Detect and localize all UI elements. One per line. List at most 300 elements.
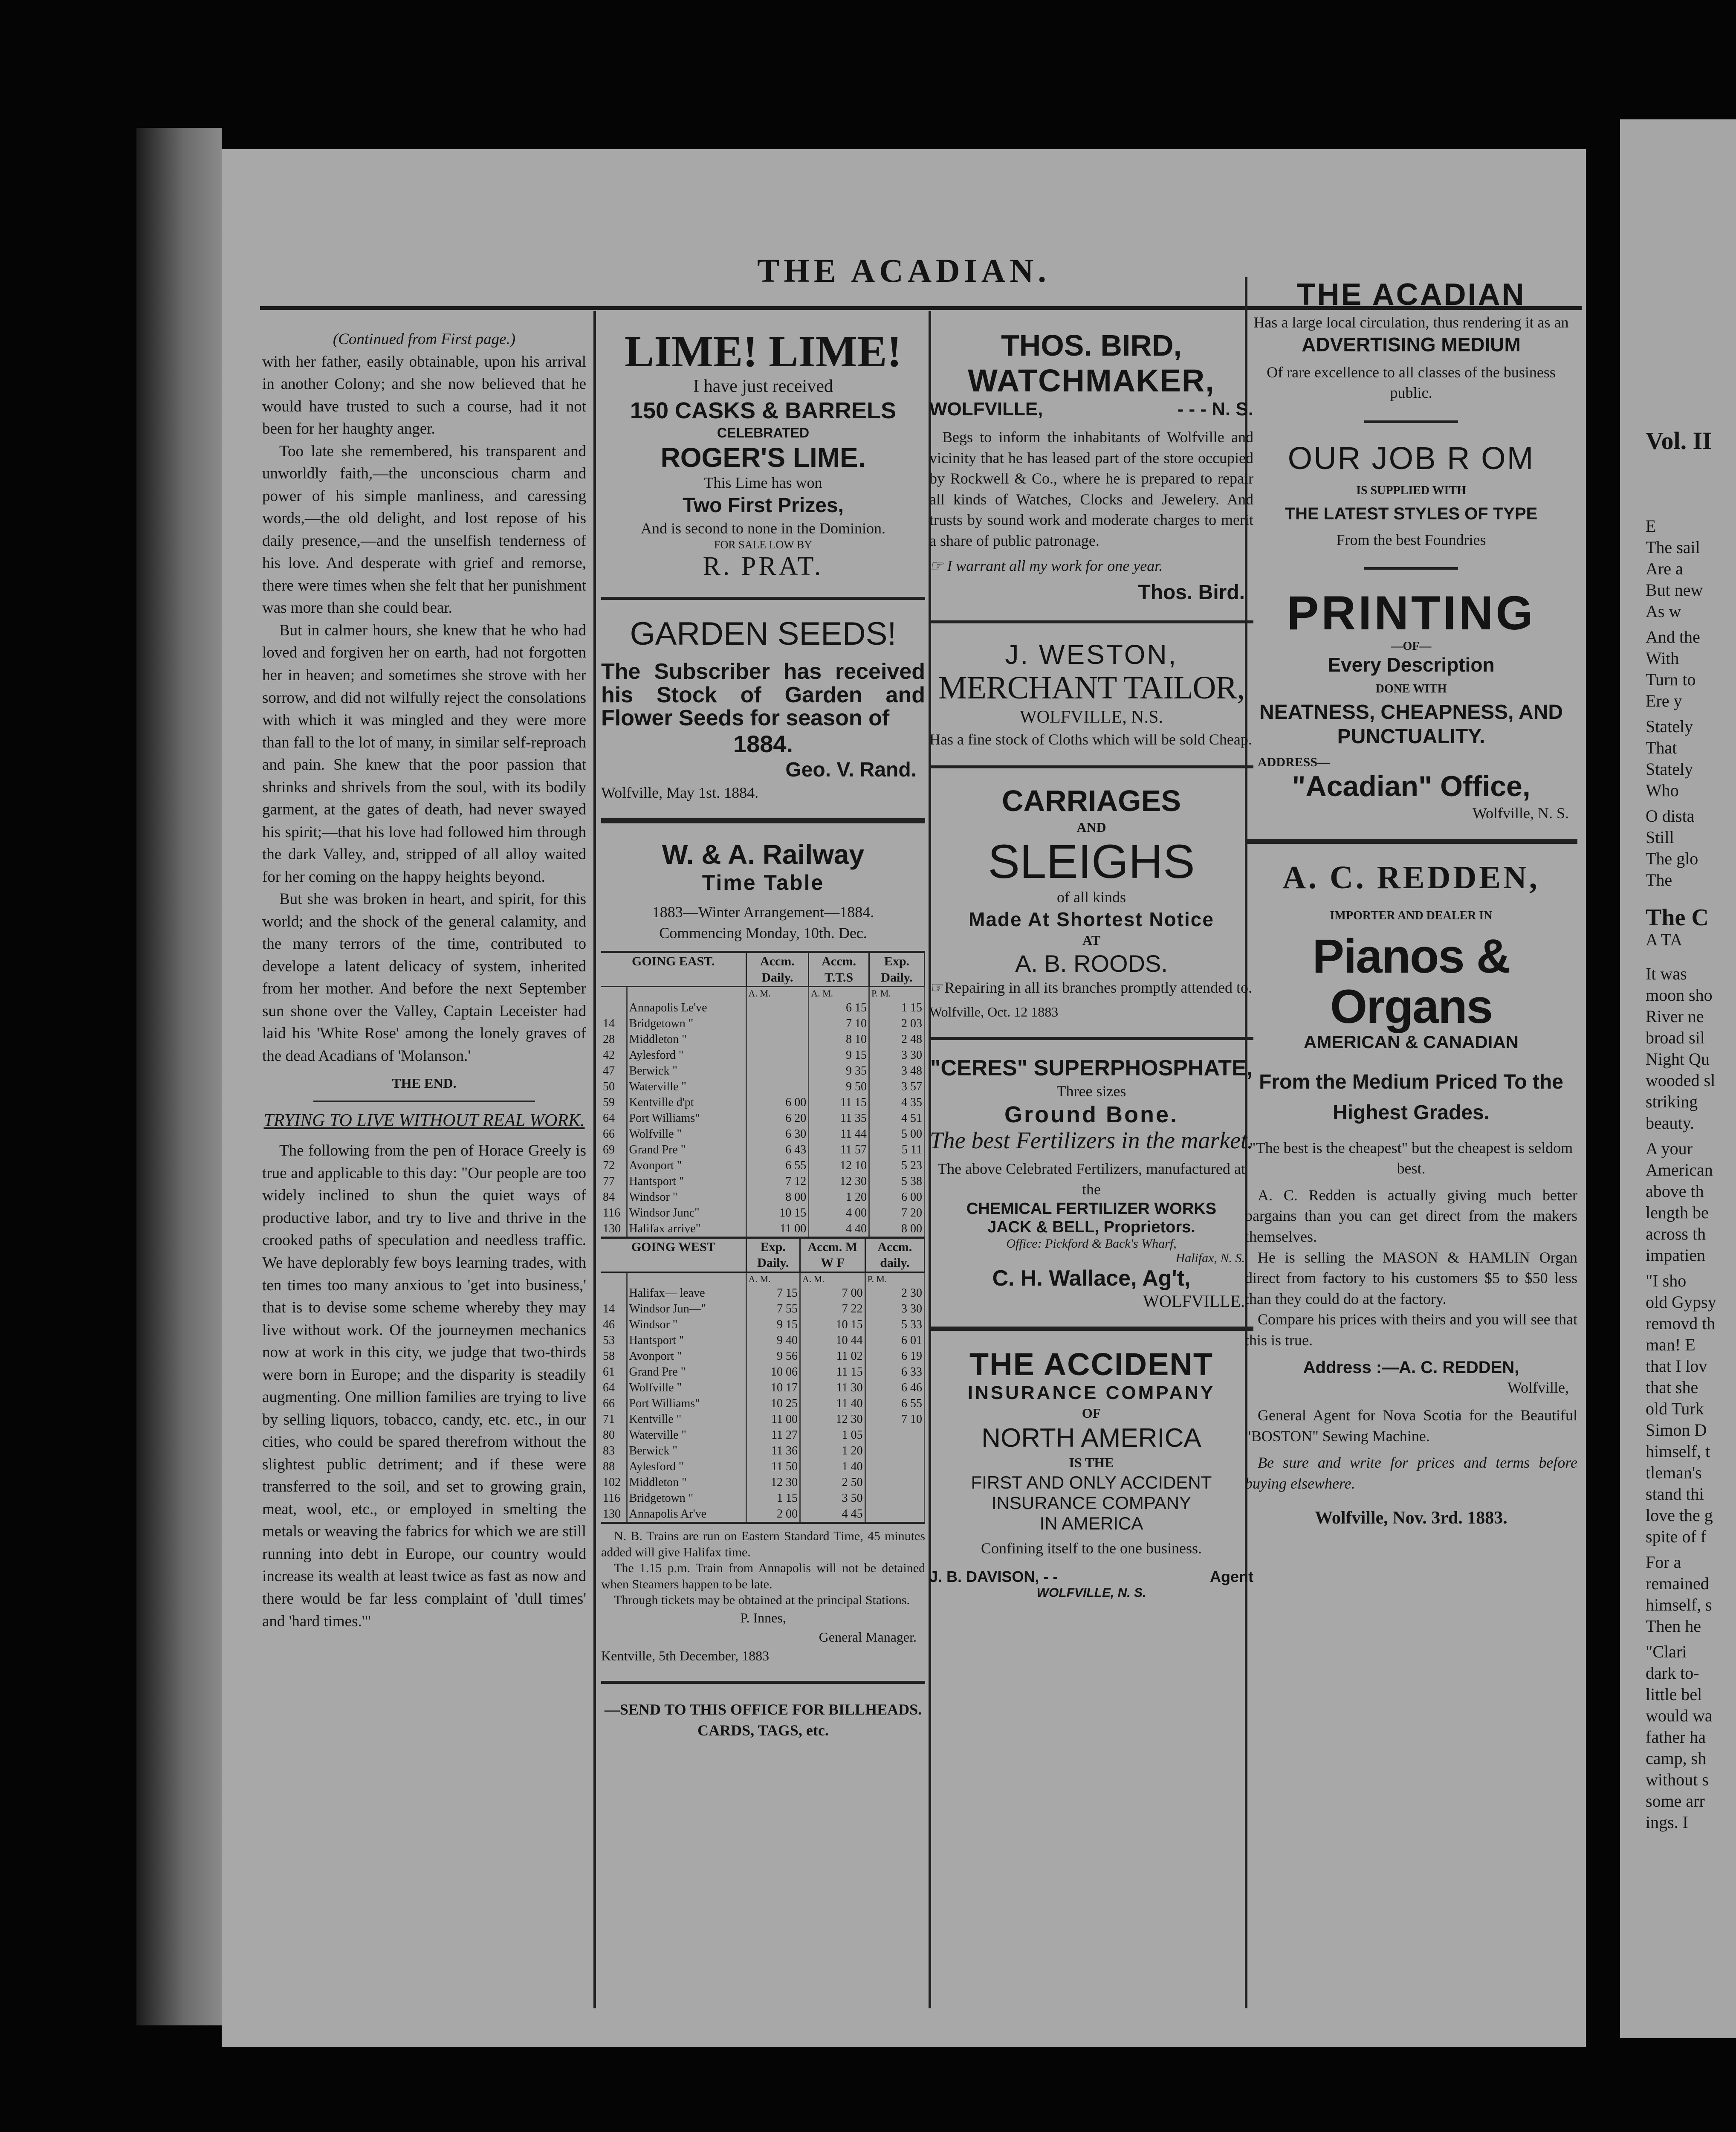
accident-agent: J. B. DAVISON, - - [929, 1568, 1058, 1586]
next-page-fragment: For a [1646, 1553, 1681, 1572]
timetable-east-row [601, 1189, 925, 1205]
next-page-fragment: old Turk [1646, 1399, 1704, 1418]
acadian-line: NEATNESS, CHEAPNESS, AND PUNCTUALITY. [1259, 701, 1563, 748]
carriages-line: CARRIAGES [1001, 784, 1181, 817]
timetable-west-row [601, 1317, 925, 1332]
timetable-west-cell: 1 05 [800, 1427, 865, 1443]
printing-headline: PRINTING [1287, 586, 1536, 640]
timetable-west-cell: 9 40 [746, 1332, 800, 1348]
seeds-year: 1884. [733, 730, 793, 757]
timetable-west-cell: 10 15 [800, 1317, 865, 1332]
timetable-east-cell: Berwick " [627, 1063, 746, 1079]
timetable-east-row [601, 1110, 925, 1126]
next-page-fragment: Are a [1646, 559, 1683, 578]
next-page-fragment: broad sil [1646, 1028, 1705, 1047]
timetable-west-cell [601, 1285, 627, 1301]
next-page-fragment: across th [1646, 1224, 1706, 1243]
timetable-west-cell: 5 33 [865, 1317, 924, 1332]
timetable-west-row [601, 1380, 925, 1396]
timetable-west-cell: Middleton " [627, 1474, 746, 1490]
ceres-line: Office: Pickford & Back's Wharf, [1006, 1237, 1177, 1251]
timetable-east-row [601, 1095, 925, 1110]
ceres-ad [929, 1055, 1253, 1311]
acadian-address-label: ADDRESS— [1258, 755, 1331, 769]
lime-ad [601, 328, 925, 582]
timetable-west-row [601, 1443, 925, 1459]
lime-line: FOR SALE LOW BY [714, 539, 812, 551]
accident-line: IS THE [1069, 1454, 1114, 1470]
next-page-fragment: But new [1646, 580, 1703, 600]
timetable-east-cell: 116 [601, 1205, 627, 1221]
timetable-west-cell [865, 1443, 924, 1459]
pointing-hand-icon: ☞ [929, 557, 947, 574]
timetable-east-cell: 64 [601, 1110, 627, 1126]
timetable-west-cell: 10 44 [800, 1332, 865, 1348]
timetable-east-row [601, 1063, 925, 1079]
next-page-fragment: would wa [1646, 1706, 1713, 1725]
timetable-west-cell: 6 55 [865, 1396, 924, 1411]
railway-title: W. & A. Railway [662, 839, 865, 870]
timetable-east-cell: 5 00 [869, 1126, 924, 1142]
next-page-fragment: Who [1646, 781, 1679, 800]
ad-rule [601, 818, 925, 823]
next-page-fragment: River ne [1646, 1007, 1704, 1026]
next-page-fragment: wooded sl [1646, 1071, 1716, 1090]
next-page-fragment: removd th [1646, 1314, 1716, 1333]
timetable-west-cell: 11 50 [746, 1459, 800, 1474]
acadian-line: THE LATEST STYLES OF TYPE [1285, 504, 1538, 523]
timetable-west-cell: Grand Pre " [627, 1364, 746, 1380]
next-page-fragment: remained [1646, 1574, 1709, 1593]
next-page-fragment: Turn to [1646, 670, 1696, 689]
timetable-east-cell: 6 55 [746, 1158, 809, 1173]
timetable-west-cell: 11 40 [800, 1396, 865, 1411]
timetable-east-cell: 12 10 [809, 1158, 869, 1173]
carriages-line: AT [1082, 932, 1101, 948]
timetable-east-cell: 50 [601, 1079, 627, 1095]
ads-column-3 [929, 328, 1253, 2034]
timetable-west-cell: 53 [601, 1332, 627, 1348]
timetable-west-cell: 11 27 [746, 1427, 800, 1443]
lime-line: I have just received [693, 377, 833, 397]
next-page-fragment: Simon D [1646, 1420, 1707, 1440]
timetable-west-cell: Port Williams" [627, 1396, 746, 1411]
timetable-west-row [601, 1411, 925, 1427]
timetable-west-row [601, 1427, 925, 1443]
short-rule [1364, 567, 1458, 570]
timetable-west-cell: Kentville " [627, 1411, 746, 1427]
seeds-signer: Geo. V. Rand. [785, 758, 917, 781]
timetable-west-cell: 11 30 [800, 1380, 865, 1396]
next-page-fragment: American [1646, 1160, 1713, 1179]
next-page-fragment: "I sho [1646, 1271, 1687, 1290]
timetable-east-cell: 4 40 [809, 1221, 869, 1238]
acadian-line: IS SUPPLIED WITH [1356, 484, 1466, 497]
redden-line: General Agent for Nova Scotia for the Beautiful "BOSTON" Sewing Machine. [1245, 1407, 1577, 1445]
east-col-header: Accm. Daily. [746, 952, 809, 987]
ad-rule [601, 597, 925, 600]
timetable-west-row [601, 1364, 925, 1380]
bird-body: Begs to inform the inhabitants of Wolfville and vicinity that he has leased part of the store occupied by Rockwell & Co., where he is prepared to repair all kinds of Watches, Clocks and Jewelery. And trusts by sound work and moderate charges to merit a share of public patronage. [929, 429, 1253, 549]
timetable-east-cell: 69 [601, 1142, 627, 1158]
acadian-line: DONE WITH [1375, 682, 1447, 695]
timetable-east-cell [746, 1016, 809, 1031]
bird-town: WOLFVILLE, [929, 399, 1043, 420]
weston-town: WOLFVILLE, N.S. [1020, 707, 1163, 727]
timetable-east-cell: Halifax arrive" [627, 1221, 746, 1238]
timetable-east-cell: Waterville " [627, 1079, 746, 1095]
timetable-east-cell [746, 1031, 809, 1047]
timetable-west-cell: 7 55 [746, 1301, 800, 1317]
timetable-west-cell: Berwick " [627, 1443, 746, 1459]
next-page-fragment: that she [1646, 1378, 1698, 1397]
accident-ad [929, 1346, 1253, 1600]
accident-line: FIRST AND ONLY ACCIDENT [971, 1472, 1212, 1492]
west-col-header: Accm. M W F [800, 1239, 865, 1272]
next-page-fragment: Vol. II [1646, 427, 1712, 455]
ceres-line: CHEMICAL FERTILIZER WORKS [966, 1200, 1217, 1218]
timetable-west-cell: 6 46 [865, 1380, 924, 1396]
next-page-fragment: ings. I [1646, 1813, 1688, 1832]
acadian-line: Every Description [1328, 653, 1495, 676]
redden-line: AMERICAN & CANADIAN [1304, 1031, 1519, 1052]
timetable-west-cell: 102 [601, 1474, 627, 1490]
timetable-east-cell: 42 [601, 1047, 627, 1063]
accident-town: WOLFVILLE, N. S. [1036, 1586, 1146, 1600]
masthead: THE ACADIAN. [757, 252, 1050, 289]
timetable-west-cell [865, 1474, 924, 1490]
east-col-header: Exp. Daily. [869, 952, 924, 987]
redden-line: From the Medium Priced To the Highest Grades. [1259, 1070, 1563, 1124]
timetable-west-cell: 14 [601, 1301, 627, 1317]
article-title: TRYING TO LIVE WITHOUT REAL WORK. [263, 1110, 585, 1130]
timetable-east-cell: 47 [601, 1063, 627, 1079]
next-page-fragment: It was [1646, 964, 1687, 983]
timetable-west-cell [865, 1459, 924, 1474]
carriages-dateline: Wolfville, Oct. 12 1883 [929, 1004, 1059, 1020]
seeds-ad [601, 615, 925, 803]
bird-location [929, 399, 1253, 420]
next-page-fragment: some arr [1646, 1791, 1705, 1810]
timetable-west-cell: 71 [601, 1411, 627, 1427]
timetable-west-cell: 12 30 [746, 1474, 800, 1490]
story-paragraph: But she was broken in heart, and spirit, for this world; and the shock of the general calamity, and the many terrors of the time, contributed to develope a latent delicacy of system, inherited from her mother. And before the next September sun shone over the Valley, Captain Leceister had laid his 'White Rose' among the lonely graves of the dead Acadians of 'Molanson.' [262, 890, 586, 1065]
timetable-west-cell [865, 1490, 924, 1506]
ceres-line: The best Fertilizers in the market. [929, 1127, 1253, 1154]
carriages-line [929, 977, 1253, 998]
bird-warrant [929, 556, 1253, 576]
acadian-line: Has a large local circulation, thus rendering it as an [1253, 314, 1569, 331]
timetable-east-cell: 6 30 [746, 1126, 809, 1142]
acadian-line: From the best Foundries [1336, 531, 1486, 548]
story-column [262, 328, 586, 2034]
railway-dateline: Kentville, 5th December, 1883 [601, 1648, 770, 1664]
railway-commencing: Commencing Monday, 10th. Dec. [659, 924, 867, 941]
east-col-header: GOING EAST. [601, 952, 746, 987]
acadian-line: Of rare excellence to all classes of the business public. [1267, 363, 1556, 402]
timetable-east-cell: 3 57 [869, 1079, 924, 1095]
timetable-west-units-row [601, 1272, 925, 1285]
timetable-west-cell: 1 20 [800, 1443, 865, 1459]
timetable-east-row [601, 1221, 925, 1238]
next-page-fragment: himself, s [1646, 1595, 1712, 1614]
next-page-fragment: Stately [1646, 759, 1693, 779]
timetable-east-cell: Hantsport " [627, 1173, 746, 1189]
next-page-fragment: himself, t [1646, 1442, 1710, 1461]
next-page-fragment: length be [1646, 1203, 1709, 1222]
timetable-east-cell [601, 1000, 627, 1016]
west-col-header: Accm. daily. [865, 1239, 924, 1272]
next-page-fragment: striking [1646, 1092, 1698, 1111]
lime-headline: LIME! LIME! [625, 328, 902, 376]
next-page-fragment: spite of f [1646, 1527, 1707, 1546]
timetable-east-unit-cell [627, 987, 746, 1000]
timetable-east-cell: 14 [601, 1016, 627, 1031]
accident-line: THE ACCIDENT [969, 1347, 1214, 1382]
redden-line: IMPORTER AND DEALER IN [1330, 909, 1493, 923]
acadian-title: THE ACADIAN [1296, 278, 1526, 312]
east-col-header: Accm. T.T.S [809, 952, 869, 987]
timetable-west-cell: Windsor Jun—" [627, 1301, 746, 1317]
timetable-east-unit-cell: A. M. [809, 987, 869, 1000]
lime-line: ROGER'S LIME. [660, 442, 866, 473]
timetable-east-cell: 1 20 [809, 1189, 869, 1205]
timetable-west-cell: 10 25 [746, 1396, 800, 1411]
next-page-fragment: tleman's [1646, 1463, 1702, 1482]
timetable-east-cell: 6 20 [746, 1110, 809, 1126]
timetable-east-cell: 6 00 [869, 1189, 924, 1205]
next-page-fragment: old Gypsy [1646, 1292, 1716, 1312]
ceres-line: WOLFVILLE. [1143, 1292, 1245, 1311]
timetable-east-row [601, 1079, 925, 1095]
timetable-west-cell: 64 [601, 1380, 627, 1396]
timetable-west-cell: 7 10 [865, 1411, 924, 1427]
next-page-fragment: stand thi [1646, 1484, 1704, 1503]
acadian-office: "Acadian" Office, [1292, 770, 1531, 802]
timetable-east-cell: 8 00 [746, 1189, 809, 1205]
timetable-west-cell: 61 [601, 1364, 627, 1380]
story-rule [313, 1101, 535, 1102]
timetable-east-cell: 84 [601, 1189, 627, 1205]
bird-prov: - - - N. S. [1177, 399, 1253, 420]
story-paragraph: But in calmer hours, she knew that he who had loved and forgiven her on earth, had not forgotten her in heaven; and sometimes she strove with her sorrow, and did not wilfully reject the consolations with which it was mingled and they were more than fall to the lot of many, in similar self-reproach and pain. She knew that the poor passion that shrinks and shrivels from the soul, with its bodily garment, at the gates of death, had never swayed his spirit;—that his love had followed him through the dark Valley, and, stripped of all alloy waited for her coming on the happy heights beyond. [262, 621, 586, 886]
timetable-east-cell: 10 15 [746, 1205, 809, 1221]
newspaper-page [222, 149, 1586, 2047]
next-page-fragment: Still [1646, 828, 1674, 847]
timetable-east-row [601, 1126, 925, 1142]
seeds-dateline: Wolfville, May 1st. 1884. [601, 784, 759, 801]
timetable-east-cell: 66 [601, 1126, 627, 1142]
continued-note: (Continued from First page.) [333, 330, 516, 348]
timetable-east-cell: 8 00 [869, 1221, 924, 1238]
carriages-line: Made At Shortest Notice [969, 908, 1214, 930]
timetable-east-cell: Wolfville " [627, 1126, 746, 1142]
seeds-headline: GARDEN SEEDS! [630, 616, 897, 652]
timetable-west-row [601, 1506, 925, 1523]
bird-ad [929, 328, 1253, 605]
timetable-west-cell: 4 45 [800, 1506, 865, 1523]
timetable-west-cell: Aylesford " [627, 1459, 746, 1474]
timetable-east-cell [746, 1079, 809, 1095]
timetable-east-cell: 4 00 [809, 1205, 869, 1221]
timetable-east-cell: Port Williams" [627, 1110, 746, 1126]
next-page-fragment: man! E [1646, 1335, 1695, 1354]
bird-trade: WATCHMAKER, [968, 363, 1215, 398]
article-text: The following from the pen of Horace Greely is true and applicable to this day: "Our people are too widely inclined to shun the quiet ways of productive labor, and try to live and thrive in the crooked paths of speculation and needless traffic. We have deplorably few boys learning trades, with ten times too many anxious to 'get into business,' that is to devise some scheme whereby they may live without work. Of the journeymen mechanics now at work in this city, we judge that two-thirds were born in Europe; and the disparity is steadily augmenting. One million families are trying to live by selling liquors, tobacco, candy, etc. etc., in our cities, who could be spared therefrom without the slightest public detriment; and if these were transferred to the soil, and set to growing grain, meat, wool, etc., or employed in smelting the metals or weaving the fabrics for which we are still running into debt in Europe, our country would increase its wealth at least twice as fast as now and there would be far less complaint of 'dull times' and 'hard times.'" [262, 1142, 586, 1630]
next-page-fragment: without s [1646, 1770, 1709, 1789]
timetable-west-cell: Annapolis Ar've [627, 1506, 746, 1523]
accident-line: OF [1082, 1405, 1101, 1421]
timetable-east-cell: Aylesford " [627, 1047, 746, 1063]
timetable-west-row [601, 1332, 925, 1348]
timetable-west-row [601, 1459, 925, 1474]
story-paragraph: Too late she remembered, his transparent and unworldly faith,—the unconscious charm and power of his simple manliness, and caressing words,—the old delight, and lost repose of his daily presence,—and the unselfish tenderness of his love. And desperate with grief and remorse, there were times when she felt that her punishment was more than she could bear. [262, 442, 586, 617]
next-page-fragment: With [1646, 649, 1679, 668]
railway-ad [601, 839, 925, 1666]
timetable-west-cell: 6 19 [865, 1348, 924, 1364]
timetable-east-cell: 7 12 [746, 1173, 809, 1189]
next-page-fragment: The glo [1646, 849, 1698, 868]
accident-line: INSURANCE COMPANY [991, 1492, 1192, 1513]
next-page-fragment: The [1646, 870, 1672, 889]
next-page-fragment: E [1646, 516, 1656, 536]
timetable-west-row [601, 1285, 925, 1301]
timetable-east-cell: Avonport " [627, 1158, 746, 1173]
railway-signer-title: General Manager. [819, 1629, 917, 1645]
pointing-hand-icon: ☞ [930, 979, 945, 996]
lime-line: This Lime has won [704, 474, 822, 492]
next-page-fragment: Then he [1646, 1616, 1701, 1636]
billheads-notice: —SEND TO THIS OFFICE FOR BILLHEADS. CARDS, TAGS, etc. [604, 1701, 922, 1739]
timetable-east-cell: Annapolis Le've [627, 1000, 746, 1016]
carriages-line: A. B. ROODS. [1015, 950, 1168, 977]
seeds-body: The Subscriber has received his Stock of Garden and Flower Seeds for season of [601, 659, 925, 731]
timetable-west-cell: 66 [601, 1396, 627, 1411]
timetable-east-cell: 11 35 [809, 1110, 869, 1126]
timetable-east-units-row [601, 987, 925, 1000]
carriages-line: of all kinds [1057, 888, 1126, 906]
next-page-fragment: above th [1646, 1182, 1704, 1201]
lime-seller: R. PRAT. [703, 552, 824, 581]
lime-line: Two First Prizes, [683, 494, 844, 517]
acadian-office-town: Wolfville, N. S. [1472, 804, 1569, 822]
timetable-east-row [601, 1173, 925, 1189]
ad-rule [929, 765, 1253, 768]
timetable-east-cell: 2 03 [869, 1016, 924, 1031]
timetable-west-row [601, 1396, 925, 1411]
timetable-west-row [601, 1474, 925, 1490]
redden-address-town: Wolfville, [1507, 1379, 1569, 1396]
timetable-east-unit-cell: A. M. [746, 987, 809, 1000]
timetable-west-cell: 9 56 [746, 1348, 800, 1364]
ad-rule [929, 1037, 1253, 1040]
railway-subtitle: Time Table [702, 871, 825, 895]
ad-rule [929, 1327, 1253, 1331]
timetable-east-row [601, 1047, 925, 1063]
ad-rule [1245, 839, 1577, 844]
railway-note: N. B. Trains are run on Eastern Standard Time, 45 minutes added will give Halifax time. [601, 1529, 925, 1559]
ceres-line: JACK & BELL, Proprietors. [987, 1218, 1195, 1237]
timetable-east-row [601, 1142, 925, 1158]
timetable-east-cell: 72 [601, 1158, 627, 1173]
ceres-line: Ground Bone. [1004, 1102, 1178, 1128]
bird-signer: Thos. Bird. [1138, 581, 1245, 604]
carriages-line: AND [1076, 819, 1106, 835]
timetable-west-cell: Waterville " [627, 1427, 746, 1443]
timetable-west-cell: 12 30 [800, 1411, 865, 1427]
redden-line: Be sure and write for prices and terms before buying elsewhere. [1245, 1454, 1577, 1492]
weston-ad [929, 639, 1253, 750]
timetable-west-cell: 2 50 [800, 1474, 865, 1490]
weston-body: Has a fine stock of Cloths which will be sold Cheap. [929, 730, 1252, 748]
timetable-east-cell: 5 23 [869, 1158, 924, 1173]
timetable-east [601, 951, 925, 1239]
timetable-east-row [601, 1205, 925, 1221]
redden-line: "The best is the cheapest" but the cheapest is seldom best. [1249, 1139, 1573, 1177]
next-page-fragment: A your [1646, 1139, 1693, 1158]
timetable-east-cell: 7 20 [869, 1205, 924, 1221]
timetable-west-cell: Wolfville " [627, 1380, 746, 1396]
timetable-east-cell: Windsor " [627, 1189, 746, 1205]
next-page-fragment: Stately [1646, 717, 1693, 736]
next-page-fragment: impatien [1646, 1246, 1705, 1265]
timetable-east-cell: Kentville d'pt [627, 1095, 746, 1110]
next-page-fragment: The sail [1646, 538, 1700, 557]
redden-address: Address :—A. C. REDDEN, [1303, 1358, 1519, 1377]
carriages-line: SLEIGHS [988, 835, 1195, 889]
timetable-west-cell [865, 1427, 924, 1443]
bird-name: THOS. BIRD, [1001, 329, 1182, 362]
timetable-west-row [601, 1348, 925, 1364]
acadian-line: ADVERTISING MEDIUM [1302, 333, 1521, 356]
timetable-east-row [601, 1158, 925, 1173]
story-paragraph: with her father, easily obtainable, upon his arrival in another Colony; and she now believed that he would have trusted to such a course, had it not been for her haughty anger. [262, 353, 586, 438]
timetable-west-cell: 2 00 [746, 1506, 800, 1523]
accident-line: NORTH AMERICA [981, 1423, 1201, 1453]
next-page-fragment: love the g [1646, 1506, 1713, 1525]
timetable-east-cell: 3 48 [869, 1063, 924, 1079]
timetable-west-cell: 7 15 [746, 1285, 800, 1301]
timetable-east-row [601, 1016, 925, 1031]
short-rule [1364, 420, 1458, 423]
timetable-west-cell: 3 30 [865, 1301, 924, 1317]
timetable-west-row [601, 1490, 925, 1506]
timetable-east-cell: Bridgetown " [627, 1016, 746, 1031]
timetable-east-cell: 5 38 [869, 1173, 924, 1189]
railway-note: Through tickets may be obtained at the principal Stations. [614, 1593, 910, 1608]
timetable-east-cell: Windsor Junc" [627, 1205, 746, 1221]
accident-agent-label: Agent [1210, 1568, 1253, 1586]
timetable-east-cell: 1 15 [869, 1000, 924, 1016]
next-page-fragment: Night Qu [1646, 1049, 1710, 1069]
ad-rule [929, 620, 1253, 623]
redden-line: Compare his prices with theirs and you will see that this is true. [1245, 1311, 1577, 1349]
timetable-west-cell: 11 02 [800, 1348, 865, 1364]
carriages-repair: Repairing in all its branches promptly attended to. [944, 979, 1253, 996]
timetable-east-cell [746, 1063, 809, 1079]
timetable-west-cell: 130 [601, 1506, 627, 1523]
next-page-fragment: O dista [1646, 806, 1695, 826]
timetable-east-cell: 11 44 [809, 1126, 869, 1142]
next-page-fragment: A TA [1646, 930, 1683, 949]
west-col-header: GOING WEST [601, 1239, 746, 1272]
timetable-west-cell: 6 33 [865, 1364, 924, 1380]
redden-headline: Pianos & Organs [1312, 930, 1510, 1033]
next-page-fragment: father ha [1646, 1727, 1706, 1747]
timetable-west-unit-cell: P. M. [865, 1272, 924, 1285]
weston-trade: MERCHANT TAILOR, [938, 669, 1245, 706]
ceres-line: The above Celebrated Fertilizers, manufactured at the [937, 1160, 1245, 1198]
